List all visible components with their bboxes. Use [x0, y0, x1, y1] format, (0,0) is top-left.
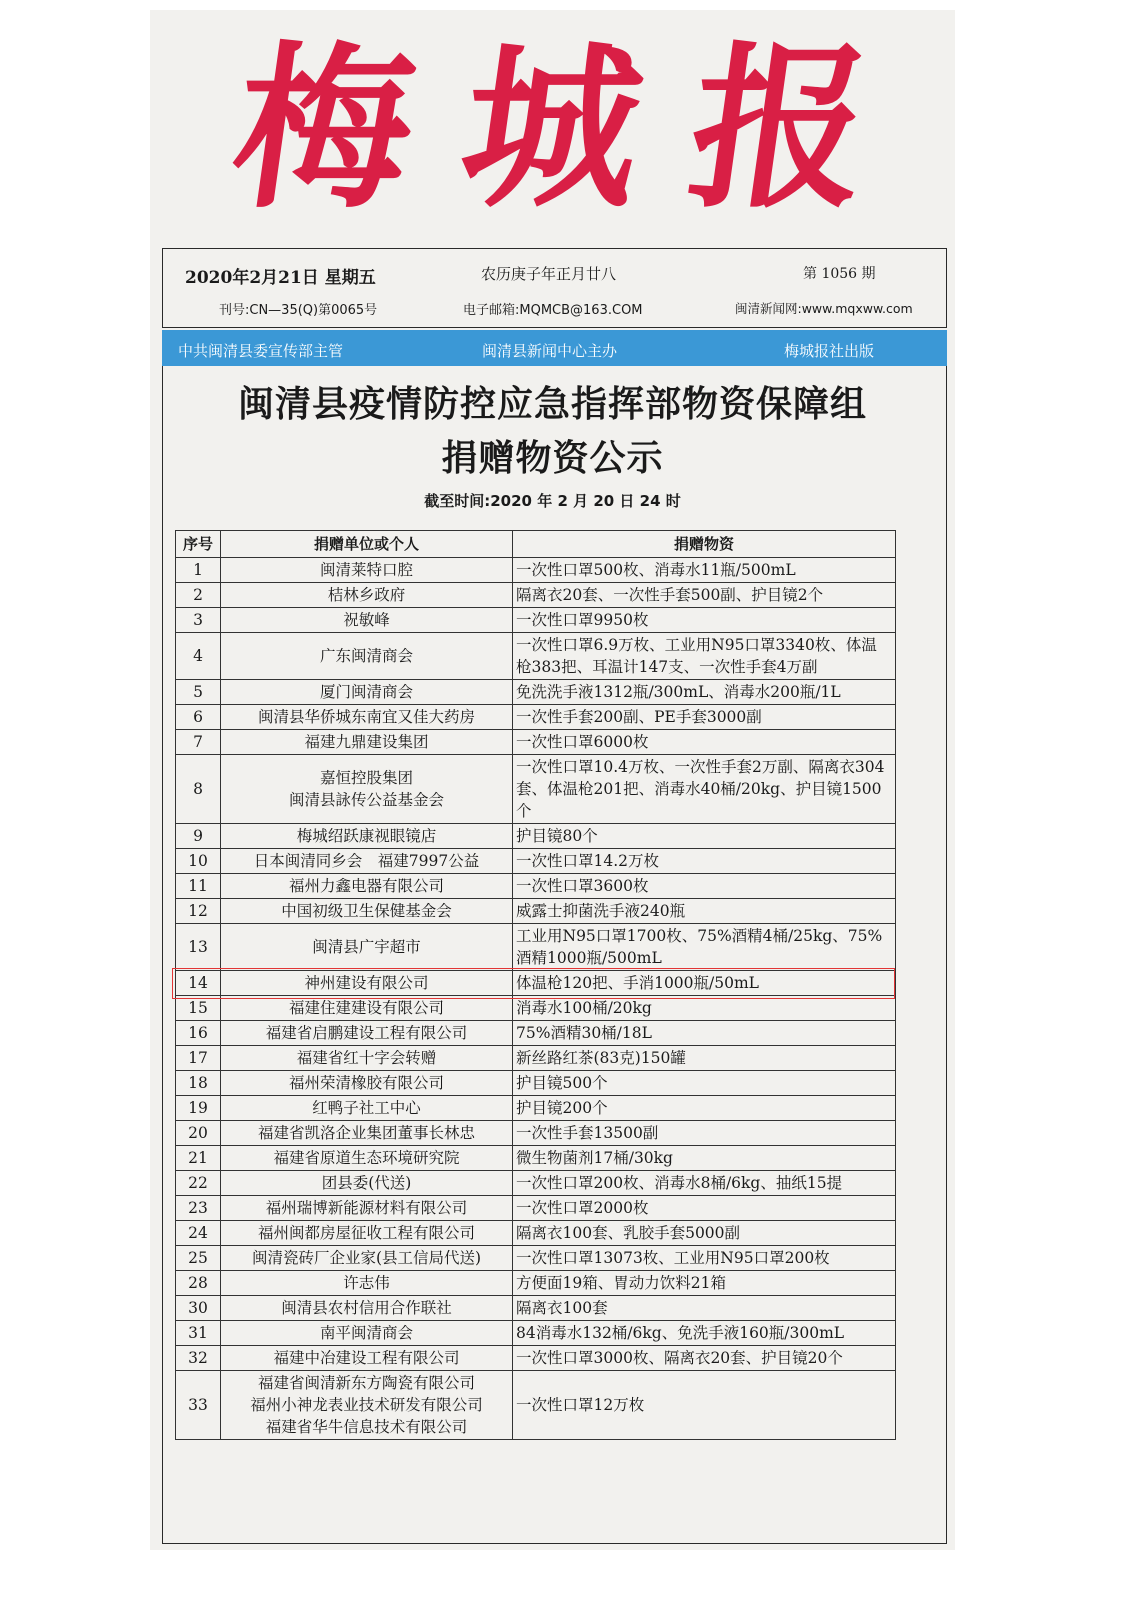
row-donor: [221, 1221, 513, 1246]
donor-name: 福建中冶建设工程有限公司: [273, 1349, 460, 1367]
row-donor: [221, 1196, 513, 1221]
row-donor: [221, 755, 513, 824]
table-row: [176, 1046, 896, 1071]
row-number: 8: [176, 755, 221, 824]
row-items: 新丝路红茶(83克)150罐: [513, 1046, 896, 1071]
donor-name: 闽清县詠传公益基金会: [288, 791, 444, 809]
table-row: [176, 1371, 896, 1440]
donor-name: 福州荣清橡胶有限公司: [288, 1074, 444, 1092]
row-donor: [221, 824, 513, 849]
row-donor: [221, 680, 513, 705]
row-donor: [221, 1071, 513, 1096]
row-number: 13: [176, 924, 221, 971]
donor-name: 梅城绍跃康视眼镜店: [296, 827, 437, 845]
publisher-supervisor: 中共闽清县委宣传部主管: [178, 342, 344, 360]
header-donor: 捐赠单位或个人: [221, 531, 513, 558]
table-row: [176, 755, 896, 824]
row-donor: [221, 1246, 513, 1271]
donor-name: 闽清县广宇超市: [312, 938, 421, 956]
table-row: [176, 1121, 896, 1146]
row-number: 33: [176, 1371, 221, 1440]
row-donor: [221, 583, 513, 608]
table-row: [176, 824, 896, 849]
masthead-title: 梅城报: [222, 25, 936, 232]
row-number: 2: [176, 583, 221, 608]
donor-name: 广东闽清商会: [319, 647, 413, 665]
donor-name: 福建住建建设有限公司: [288, 999, 444, 1017]
row-donor: [221, 1046, 513, 1071]
row-donor: [221, 1021, 513, 1046]
row-number: 11: [176, 874, 221, 899]
donor-name: 福建省原道生态环境研究院: [273, 1149, 460, 1167]
row-donor: [221, 849, 513, 874]
table-row: [176, 705, 896, 730]
row-items: 一次性口罩3600枚: [513, 874, 896, 899]
row-items: 消毒水100桶/20kg: [513, 996, 896, 1021]
donor-name: 福州小神龙表业技术研发有限公司: [250, 1396, 483, 1414]
table-row: [176, 558, 896, 583]
website: 闽清新闻网:www.mqxww.com: [735, 301, 913, 316]
row-items: 体温枪120把、手消1000瓶/50mL: [513, 971, 896, 996]
table-row: [176, 1246, 896, 1271]
row-number: 25: [176, 1246, 221, 1271]
donor-name: 福建九鼎建设集团: [304, 733, 429, 751]
row-number: 30: [176, 1296, 221, 1321]
row-number: 3: [176, 608, 221, 633]
donor-name: 厦门闽清商会: [319, 683, 413, 701]
row-number: 15: [176, 996, 221, 1021]
row-donor: [221, 1321, 513, 1346]
row-donor: [221, 1121, 513, 1146]
row-items: 一次性口罩500枚、消毒水11瓶/500mL: [513, 558, 896, 583]
row-number: 21: [176, 1146, 221, 1171]
table-row: [176, 1146, 896, 1171]
issue-number: 第 1056 期: [803, 266, 876, 282]
donor-name: 闽清县农村信用合作联社: [281, 1299, 452, 1317]
row-number: 1: [176, 558, 221, 583]
lunar-date: 农历庚子年正月廿八: [481, 265, 617, 283]
row-number: 28: [176, 1271, 221, 1296]
table-row: [176, 924, 896, 971]
row-donor: [221, 1346, 513, 1371]
table-row: [176, 971, 896, 996]
cutoff-time: 截至时间:2020 年 2 月 20 日 24 时: [424, 492, 681, 510]
row-items: 一次性口罩6.9万枚、工业用N95口罩3340枚、体温枪383把、耳温计147支、一次性手套4万副: [513, 633, 896, 680]
row-number: 17: [176, 1046, 221, 1071]
donor-name: 福州瑞博新能源材料有限公司: [265, 1199, 468, 1217]
table-row: [176, 1096, 896, 1121]
contact-email: 电子邮箱:MQMCB@163.COM: [463, 303, 643, 318]
table-row: [176, 1296, 896, 1321]
row-number: 19: [176, 1096, 221, 1121]
donor-name: 日本闽清同乡会 福建7997公益: [253, 852, 480, 870]
donor-name: 福建省启鹏建设工程有限公司: [265, 1024, 468, 1042]
row-donor: [221, 1371, 513, 1440]
row-donor: [221, 924, 513, 971]
row-number: 5: [176, 680, 221, 705]
row-items: 一次性口罩3000枚、隔离衣20套、护目镜20个: [513, 1346, 896, 1371]
row-items: 隔离衣100套: [513, 1296, 896, 1321]
row-items: 一次性口罩10.4万枚、一次性手套2万副、隔离衣304套、体温枪201把、消毒水40桶/20kg、护目镜1500个: [513, 755, 896, 824]
row-donor: [221, 730, 513, 755]
table-row: [176, 996, 896, 1021]
donor-name: 神州建设有限公司: [304, 974, 429, 992]
row-donor: [221, 874, 513, 899]
donor-name: 团县委(代送): [321, 1174, 412, 1192]
row-number: 31: [176, 1321, 221, 1346]
row-donor: [221, 633, 513, 680]
publisher-host: 闽清县新闻中心主办: [482, 342, 618, 360]
row-number: 32: [176, 1346, 221, 1371]
row-donor: [221, 971, 513, 996]
article-title-line1: 闽清县疫情防控应急指挥部物资保障组: [237, 384, 867, 425]
row-donor: [221, 1146, 513, 1171]
row-items: 一次性口罩14.2万枚: [513, 849, 896, 874]
row-number: 20: [176, 1121, 221, 1146]
table-row: [176, 1021, 896, 1046]
row-number: 14: [176, 971, 221, 996]
newspaper-page: [150, 10, 955, 1550]
table-row: [176, 1171, 896, 1196]
row-number: 18: [176, 1071, 221, 1096]
donor-name: 许志伟: [343, 1274, 390, 1292]
table-row: [176, 633, 896, 680]
row-number: 23: [176, 1196, 221, 1221]
donation-table: [175, 530, 896, 1440]
header-no: 序号: [176, 531, 221, 558]
table-row: [176, 874, 896, 899]
row-donor: [221, 705, 513, 730]
row-number: 6: [176, 705, 221, 730]
donor-name: 闽清瓷砖厂企业家(县工信局代送): [251, 1249, 482, 1267]
row-donor: [221, 1271, 513, 1296]
header-items: 捐赠物资: [513, 531, 896, 558]
donor-name: 福建省凯洛企业集团董事长林忠: [257, 1124, 475, 1142]
row-items: 一次性口罩6000枚: [513, 730, 896, 755]
donor-name: 嘉恒控股集团: [319, 769, 413, 787]
row-number: 16: [176, 1021, 221, 1046]
issue-info-box: [162, 248, 947, 328]
row-items: 工业用N95口罩1700枚、75%酒精4桶/25kg、75%酒精1000瓶/500mL: [513, 924, 896, 971]
publisher-publisher: 梅城报社出版: [784, 342, 875, 360]
row-donor: [221, 996, 513, 1021]
row-number: 4: [176, 633, 221, 680]
article-title-line2: 捐赠物资公示: [441, 438, 664, 479]
row-items: 一次性手套13500副: [513, 1121, 896, 1146]
masthead: [150, 10, 955, 248]
row-donor: [221, 558, 513, 583]
publication-code: 刊号:CN—35(Q)第0065号: [219, 303, 378, 318]
row-items: 隔离衣20套、一次性手套500副、护目镜2个: [513, 583, 896, 608]
donor-name: 闽清莱特口腔: [319, 561, 413, 579]
table-row: [176, 608, 896, 633]
table-row: [176, 730, 896, 755]
row-items: 一次性手套200副、PE手套3000副: [513, 705, 896, 730]
row-items: 方便面19箱、胃动力饮料21箱: [513, 1271, 896, 1296]
donor-name: 闽清县华侨城东南宜又佳大药房: [257, 708, 475, 726]
row-items: 护目镜500个: [513, 1071, 896, 1096]
row-number: 7: [176, 730, 221, 755]
row-items: 75%酒精30桶/18L: [513, 1021, 896, 1046]
row-items: 一次性口罩9950枚: [513, 608, 896, 633]
table-row: [176, 583, 896, 608]
table-row: [176, 849, 896, 874]
donor-name: 红鸭子社工中心: [312, 1099, 421, 1117]
row-items: 隔离衣100套、乳胶手套5000副: [513, 1221, 896, 1246]
donor-name: 福建省闽清新东方陶瓷有限公司: [257, 1374, 475, 1392]
row-number: 22: [176, 1171, 221, 1196]
donor-name: 福建省华牛信息技术有限公司: [265, 1418, 468, 1436]
row-donor: [221, 1171, 513, 1196]
table-row: [176, 1196, 896, 1221]
row-number: 12: [176, 899, 221, 924]
table-row: [176, 1221, 896, 1246]
table-row: [176, 899, 896, 924]
donor-name: 福州力鑫电器有限公司: [288, 877, 444, 895]
table-header-row: [176, 531, 896, 558]
table-row: [176, 1071, 896, 1096]
table-row: [176, 1271, 896, 1296]
row-number: 24: [176, 1221, 221, 1246]
donor-name: 南平闽清商会: [319, 1324, 413, 1342]
row-items: 一次性口罩200枚、消毒水8桶/6kg、抽纸15提: [513, 1171, 896, 1196]
row-number: 10: [176, 849, 221, 874]
donor-name: 福建省红十字会转赠: [296, 1049, 437, 1067]
row-items: 护目镜80个: [513, 824, 896, 849]
row-items: 护目镜200个: [513, 1096, 896, 1121]
donor-name: 福州闽都房屋征收工程有限公司: [257, 1224, 475, 1242]
row-number: 9: [176, 824, 221, 849]
row-donor: [221, 608, 513, 633]
row-items: 一次性口罩13073枚、工业用N95口罩200枚: [513, 1246, 896, 1271]
donor-name: 桔林乡政府: [327, 586, 406, 604]
row-donor: [221, 1296, 513, 1321]
table-row: [176, 680, 896, 705]
issue-date: 2020年2月21日 星期五: [185, 268, 376, 288]
row-items: 威露士抑菌洗手液240瓶: [513, 899, 896, 924]
table-row: [176, 1346, 896, 1371]
donor-name: 祝敏峰: [343, 611, 390, 629]
row-items: 免洗洗手液1312瓶/300mL、消毒水200瓶/1L: [513, 680, 896, 705]
row-items: 微生物菌剂17桶/30kg: [513, 1146, 896, 1171]
row-items: 84消毒水132桶/6kg、免洗手液160瓶/300mL: [513, 1321, 896, 1346]
donor-name: 中国初级卫生保健基金会: [281, 902, 452, 920]
row-donor: [221, 1096, 513, 1121]
row-items: 一次性口罩2000枚: [513, 1196, 896, 1221]
row-donor: [221, 899, 513, 924]
publisher-bar: [162, 330, 947, 366]
table-row: [176, 1321, 896, 1346]
row-items: 一次性口罩12万枚: [513, 1371, 896, 1440]
